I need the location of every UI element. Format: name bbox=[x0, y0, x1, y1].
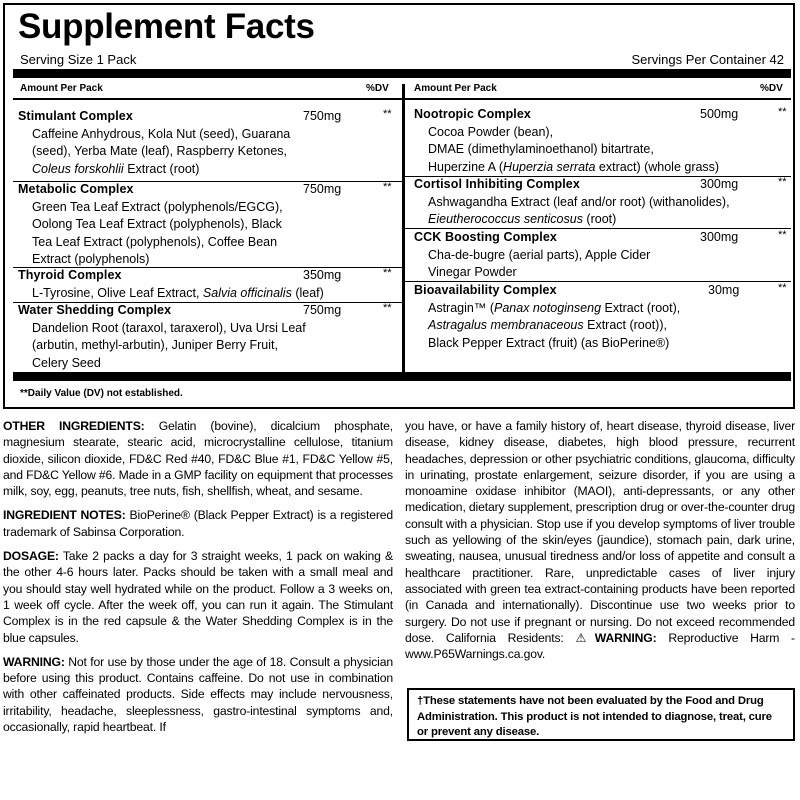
complex-name: Nootropic Complex bbox=[414, 107, 531, 121]
warning-continued: you have, or have a family history of, heart disease, thyroid disease, liver disease, kidney disease, diabetes, high blood pressure, recurrent headaches, depression or other psychiatric conditions, glaucoma, difficulty in urinating, prostate enlargement, seizure disorder, if you are using a monoamine oxidase inhibitor (MAOI), anti-depressants, or any other medication, dietary supplement, prescription drug or over-the-counter drug consult with a physician. Stop use if you develop symptoms of liver trouble such as yellowing of the skin/eyes (jaundice), stomach pain, dark urine, sweating, nausea, unusual tiredness and/or loss of appetite and consult a healthcare practitioner. Rare, unpredictable cases of liver injury associated with green tea extract-containing products have been reported (in Canada and internationally). Discontinue use two weeks prior to surgery. Do not use if pregnant or nursing. Do not exceed recommended dose. California Residents: ⚠WARNING: Reproductive Harm - www.P65Warnings.ca.gov. bbox=[405, 419, 795, 662]
ingredient-line: Extract (polyphenols) bbox=[32, 252, 150, 266]
complex-amount: 750mg bbox=[303, 182, 342, 196]
ingredient-line: Ashwagandha Extract (leaf and/or root) (withanolides), bbox=[428, 194, 730, 209]
servings-per-container: Servings Per Container 42 bbox=[631, 52, 784, 67]
ingredient-line: Tea Leaf Extract (polyphenols), Coffee Bean bbox=[32, 234, 278, 249]
ingredient-line: Eieutherococcus senticosus (root) bbox=[428, 212, 617, 226]
complex-amount: 30mg bbox=[708, 283, 740, 297]
complex-dv: ** bbox=[383, 302, 392, 314]
ingredient-line: Vinegar Powder bbox=[428, 265, 517, 279]
complex-amount: 300mg bbox=[700, 230, 739, 244]
warning: WARNING: Not for use by those under the age of 18. Consult a physician before using this product. Contains caffeine. Do not use in combination with other caffeinated products. Side effects may include nervousness, irritability, headache, sleeplessness, gastro-intestinal symptoms and, occasionally, rapid heartbeat. If bbox=[3, 654, 393, 735]
ingredient-block bbox=[18, 108, 398, 178]
ingredient-line: Green Tea Leaf Extract (polyphenols/EGCG), bbox=[32, 199, 283, 214]
ingredient-block bbox=[18, 267, 398, 302]
ingredient-line: Oolong Tea Leaf Extract (polyphenols), Black bbox=[32, 217, 282, 231]
complex-name: Thyroid Complex bbox=[18, 268, 122, 282]
complex-dv: ** bbox=[778, 229, 787, 241]
complex-dv: ** bbox=[778, 176, 787, 188]
complex-name: Metabolic Complex bbox=[18, 182, 134, 196]
complex-name: Bioavailability Complex bbox=[414, 283, 557, 297]
dv-footnote: **Daily Value (DV) not established. bbox=[20, 388, 183, 399]
complex-name: CCK Boosting Complex bbox=[414, 230, 557, 244]
right-header-rule bbox=[405, 98, 791, 100]
ingredient-line: Caffeine Anhydrous, Kola Nut (seed), Guarana bbox=[32, 126, 291, 141]
complex-dv: ** bbox=[383, 108, 392, 120]
ingredient-block bbox=[414, 176, 792, 229]
complex-name: Water Shedding Complex bbox=[18, 303, 172, 317]
ingredient-line: (arbutin, methyl-arbutin), Juniper Berry Fruit, bbox=[32, 338, 278, 352]
complex-amount: 500mg bbox=[700, 107, 739, 121]
left-dv-header: %DV bbox=[366, 83, 389, 94]
right-amount-header: Amount Per Pack bbox=[414, 83, 497, 94]
ingredient-line: Cocoa Powder (bean), bbox=[428, 124, 554, 139]
prop65-warning-icon: ⚠ bbox=[575, 630, 595, 645]
serving-size: Serving Size 1 Pack bbox=[20, 52, 137, 67]
complex-dv: ** bbox=[383, 267, 392, 279]
complex-amount: 750mg bbox=[303, 109, 342, 123]
left-amount-header: Amount Per Pack bbox=[20, 83, 103, 94]
ingredient-line: (seed), Yerba Mate (leaf), Raspberry Ketones, bbox=[32, 144, 287, 158]
ingredient-block bbox=[18, 181, 398, 269]
fda-disclaimer: †These statements have not been evaluated by the Food and Drug Administration. This product is not intended to diagnose, treat, cure or prevent any disease. bbox=[407, 688, 795, 741]
complex-name: Stimulant Complex bbox=[18, 109, 133, 123]
ingredient-line: Dandelion Root (taraxol, taraxerol), Uva Ursi Leaf bbox=[32, 320, 306, 335]
complex-amount: 350mg bbox=[303, 268, 342, 282]
ingredient-line: Cha-de-bugre (aerial parts), Apple Cider bbox=[428, 247, 651, 262]
ingredient-line: Astragalus membranaceous Extract (root)), bbox=[428, 318, 667, 332]
ingredient-line: DMAE (dimethylaminoethanol) bitartrate, bbox=[428, 142, 654, 156]
dosage: DOSAGE: Take 2 packs a day for 3 straight weeks, 1 pack on waking & the other 4-6 hours later. Packs should be taken with a small meal and you should stay well hydrated while on the product. Follow a 3 weeks on, 1 week off cycle. After the week off, you can run it again. The Stimulant Complex is in the red capsule & the Water Shedding Complex is in the blue capsules. bbox=[3, 549, 393, 645]
lower-left-text bbox=[3, 418, 393, 735]
left-header-rule bbox=[13, 98, 402, 100]
bottom-divider-bar bbox=[13, 372, 791, 381]
complex-amount: 750mg bbox=[303, 303, 342, 317]
ingredient-line: Huperzine A (Huperzia serrata extract) (whole grass) bbox=[428, 159, 720, 174]
ingredient-line: Black Pepper Extract (fruit) (as BioPerine®) bbox=[428, 335, 670, 350]
complex-name: Cortisol Inhibiting Complex bbox=[414, 177, 580, 191]
supplement-facts-panel bbox=[3, 3, 795, 409]
other-ingredients: OTHER INGREDIENTS: Gelatin (bovine), dicalcium phosphate, magnesium stearate, stearic acid, microcrystalline cellulose, titanium dioxide, silicon dioxide, FD&C Red #40, FD&C Blue #1, FD&C Yellow #5, and FD&C Yellow #6. Made in a GMP facility on equipment that processes milk, soy, egg, peanuts, tree nuts, fish, shellfish, wheat, and sesame. bbox=[3, 419, 393, 499]
complex-dv: ** bbox=[778, 106, 787, 118]
ingredient-block bbox=[414, 106, 792, 176]
ingredient-block bbox=[414, 229, 792, 282]
complex-dv: ** bbox=[383, 181, 392, 193]
top-divider-bar bbox=[13, 69, 791, 78]
ingredient-line: Coleus forskohlii Extract (root) bbox=[32, 161, 200, 176]
ingredient-line: Astragin™ (Panax notoginseng Extract (root), bbox=[428, 300, 681, 315]
ingredient-notes: INGREDIENT NOTES: BioPerine® (Black Pepper Extract) is a registered trademark of Sabinsa Corporation. bbox=[3, 508, 393, 539]
panel-title: Supplement Facts bbox=[18, 7, 315, 46]
complex-amount: 300mg bbox=[700, 177, 739, 191]
lower-right-text bbox=[405, 418, 795, 662]
complex-dv: ** bbox=[778, 282, 787, 294]
ingredient-block bbox=[414, 282, 792, 352]
ingredient-line: L-Tyrosine, Olive Leaf Extract, Salvia officinalis (leaf) bbox=[32, 285, 324, 300]
ingredient-line: Celery Seed bbox=[32, 355, 101, 370]
right-dv-header: %DV bbox=[760, 83, 783, 94]
ingredient-block bbox=[18, 302, 398, 372]
